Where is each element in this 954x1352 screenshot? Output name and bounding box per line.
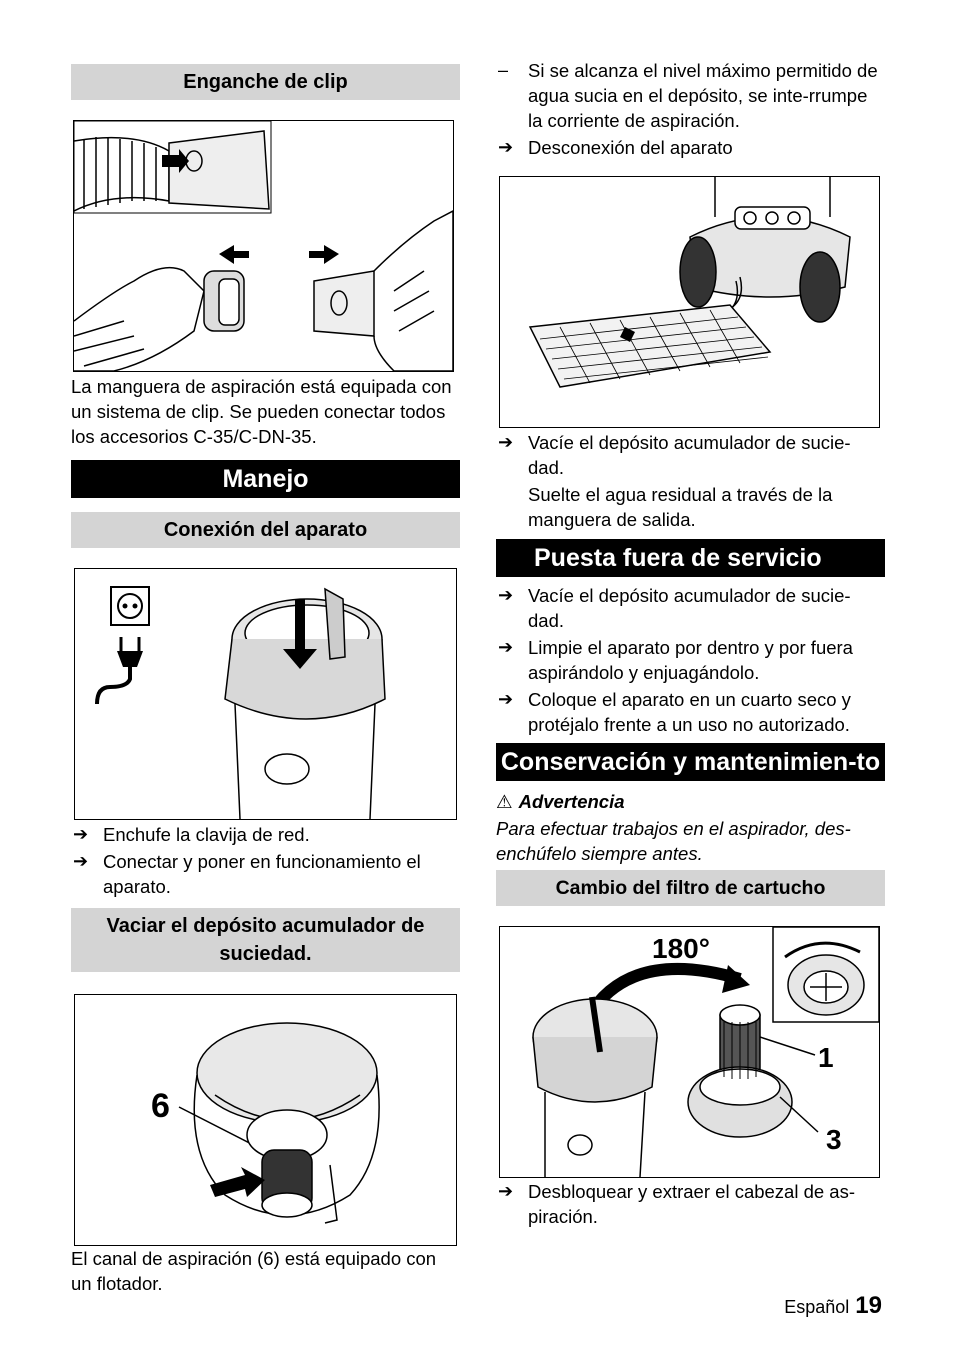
clip-heading: Enganche de clip: [71, 64, 460, 100]
puesta-step-3: ➔ Coloque el aparato en un cuarto seco y protéjalo frente a un uso no autorizado.: [498, 689, 851, 735]
dash-item: – Si se alcanza el nivel máximo permitido de agua sucia en el depósito, se inte-rrumpe la corriente de aspiración.: [498, 60, 878, 131]
conexion-figure: [74, 568, 457, 820]
conexion-step-1: ➔ Enchufe la clavija de red.: [73, 824, 310, 845]
vaciar-illustration: [75, 995, 456, 1245]
arrow-right-icon: ➔: [498, 432, 514, 452]
figure-angle-label: 180°: [652, 933, 710, 964]
suelte-text: Suelte el agua residual a través de la manguera de salida.: [528, 484, 833, 530]
desconexion-figure: [499, 176, 880, 428]
arrow-right-icon: ➔: [498, 137, 514, 157]
desbloquear-step: ➔ Desbloquear y extraer el cabezal de as-piración.: [498, 1181, 856, 1227]
left-column: [71, 64, 460, 1296]
cambio-heading: Cambio del filtro de cartucho: [496, 870, 885, 906]
puesta-step-1: ➔ Vacíe el depósito acumulador de sucie-dad.: [498, 585, 851, 631]
clip-illustration: [74, 121, 453, 371]
dash-marker: –: [498, 60, 509, 80]
arrow-right-icon: ➔: [498, 1181, 514, 1201]
desconexion-step: ➔ Desconexión del aparato: [498, 137, 733, 158]
vaciar-figure: [74, 994, 457, 1246]
conexion-illustration: [75, 569, 456, 819]
conexion-step-2: ➔ Conectar y poner en funcionamiento el aparato.: [73, 851, 421, 897]
conexion-heading: Conexión del aparato: [71, 512, 460, 548]
vaciar-heading: Vaciar el depósito acumulador de suciedad.: [71, 908, 460, 972]
arrow-right-icon: ➔: [73, 824, 89, 844]
figure-label-3: 3: [826, 1124, 842, 1155]
clip-text: La manguera de aspiración está equipada con un sistema de clip. Se pueden conectar todos los accesorios C-35/C-DN-35.: [71, 376, 452, 447]
warning-triangle-icon: ⚠: [496, 791, 513, 812]
figure-label-6: 6: [151, 1087, 170, 1125]
puesta-step-2: ➔ Limpie el aparato por dentro y por fuera aspirándolo y enjuagándolo.: [498, 637, 853, 683]
footer-language: Español: [784, 1297, 850, 1317]
warning-text: Para efectuar trabajos en el aspirador, des-enchúfelo siempre antes.: [496, 818, 851, 864]
arrow-right-icon: ➔: [498, 637, 514, 657]
page-number: 19: [855, 1292, 882, 1319]
conservacion-heading: Conservación y mantenimien-to: [496, 743, 885, 781]
canal-text: El canal de aspiración (6) está equipado con un flotador.: [71, 1248, 437, 1294]
page-footer: [784, 1292, 882, 1320]
warning-title-row: ⚠ Advertencia: [496, 791, 625, 812]
vacie-step: ➔ Vacíe el depósito acumulador de sucie-dad.: [498, 432, 851, 478]
clip-figure: [73, 120, 454, 372]
manejo-heading: Manejo: [71, 460, 460, 498]
desconexion-illustration: [500, 177, 879, 427]
arrow-right-icon: ➔: [498, 689, 514, 709]
figure-label-1: 1: [818, 1042, 834, 1073]
cambio-figure: [499, 926, 880, 1178]
cambio-illustration: [500, 927, 879, 1177]
arrow-right-icon: ➔: [498, 585, 514, 605]
arrow-right-icon: ➔: [73, 851, 89, 871]
right-column: [496, 58, 885, 1229]
puesta-heading: Puesta fuera de servicio: [496, 539, 885, 577]
